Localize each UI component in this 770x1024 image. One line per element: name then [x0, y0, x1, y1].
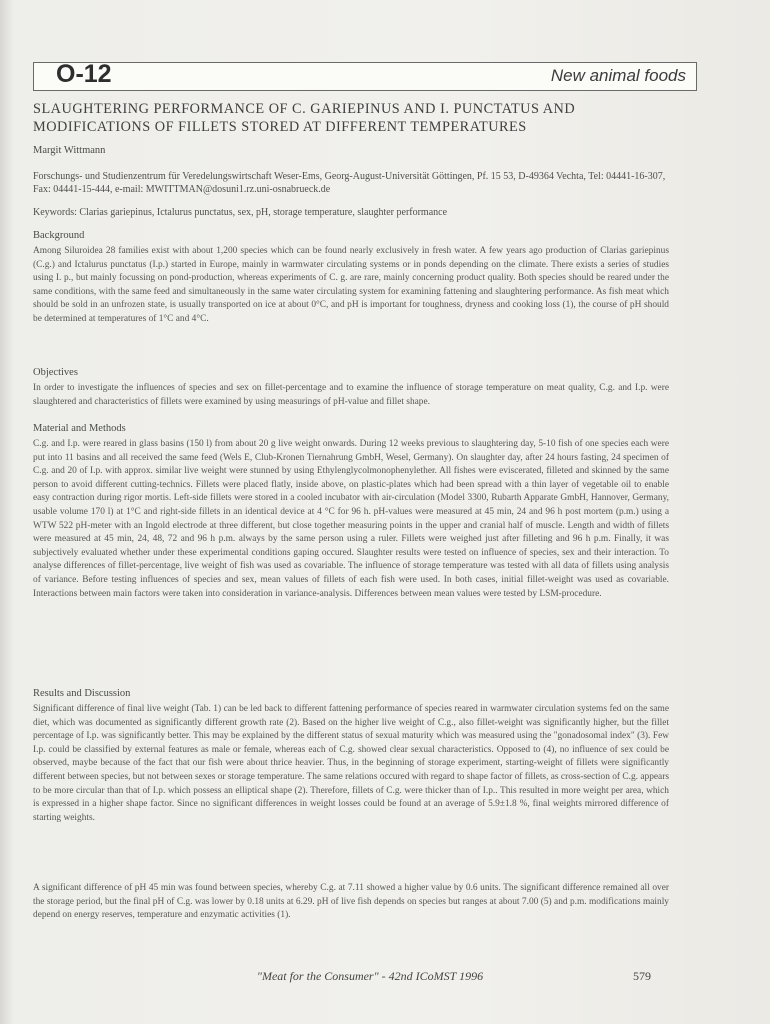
page-number: 579 — [633, 969, 651, 983]
paper-code: O-12 — [56, 60, 112, 88]
paragraph-results-2: A significant difference of pH 45 min was found between species, whereby C.g. at 7.11 showed a higher value by 0.6 units. The significant difference remained all over the storage period, but the final pH of C.g. was lower by 0.18 units at 6.29. pH of live fish depends on species but ranges at about 7.00 (5) and p.m. modifications mainly depend on energy reserves, temperature and enzymatic activities (1). — [33, 883, 669, 921]
keywords: Keywords: Clarias gariepinus, Ictalurus punctatus, sex, pH, storage temperature, slaughter performance — [33, 207, 448, 218]
paper-title: SLAUGHTERING PERFORMANCE OF C. GARIEPINUS AND I. PUNCTATUS AND MODIFICATIONS OF FILLETS STORED AT DIFFERENT TEMPERATURES — [33, 101, 576, 135]
section-label: New animal foods — [550, 66, 686, 85]
author: Margit Wittmann — [33, 145, 106, 156]
heading-background: Background — [33, 230, 85, 241]
affiliation: Forschungs- und Studienzentrum für Veredelungswirtschaft Weser-Ems, Georg-August-Universität Göttingen, Pf. 15 53, D-49364 Vechta, Tel: 04441-16-307, Fax: 04441-15-444, e-mail: MWITTMAN@dosuni1.rz.uni-osnabrueck.de — [33, 171, 666, 195]
paragraph-objectives: In order to investigate the influences of species and sex on fillet-percentage and to examine the influence of storage temperature on meat quality, C.g. and I.p. were slaughtered and characteristics of fillets were examined by using measurings of pH-value and fillet shape. — [33, 383, 669, 407]
heading-objectives: Objectives — [33, 367, 78, 378]
heading-methods: Material and Methods — [33, 423, 126, 434]
paragraph-methods: C.g. and I.p. were reared in glass basins (150 l) from about 20 g live weight onwards. During 12 weeks previous to slaughtering day, 5-10 fish of one species each were put into 11 basins and all received the same feed (Wels E, Club-Kronen Tiernahrung GmbH, Wesel, Germany). On slaughter day, after 24 hours fasting, 24 specimen of C.g. and 20 of I.p. with approx. similar live weight were stunned by using Ethylenglycolmonophenylether. All fishes were eviscerated, filleted and skinned by the same person to avoid different cutting-technics. Fillets were placed flatly, inside above, on plastic-plates which had been spread with a thin layer of vegetable oil to enable easy contraction during rigor mortis. Left-side fillets were stored in a cooled incubator with air-circulation (Model 3300, Rubarth Apparate GmbH, Hannover, Germany, usable volume 170 l) at 1°C and right-side fillets in an identical device at 4 °C for 96 h. pH-values were measured at 45 min, 24 and 96 h post mortem (p.m.) using a WTW 522 pH-meter with an Ingold electrode at three different, but close together measuring points in the upper and cranial half of muscle. Length and width of fillets were measured at 45 min, 24, 48, 72 and 96 h p.m. always by the same person using a ruler. Fillets were weighed just after filleting and 96 h p.m. Finally, it was subjectively evaluated whether under these experimental conditions gaping occured. Slaughter results were tested on influence of species, sex and their interaction. To analyse differences of fillet-percentage, live weight of fish was used as covariable. The influence of storage temperature was tested with all data of fillets using analysis of variance. Before testing influences of species and sex, mean values of fillets of each fish were used. In both cases, initial fillet-weight was used as covariable. Interactions between main factors were taken into consideration in variance-analysis. Differences between mean values were tested by LSM-procedure. — [33, 439, 669, 599]
paragraph-background: Among Siluroidea 28 families exist with about 1,200 species which can be found nearly exclusively in fresh water. A few years ago production of Clarias gariepinus (C.g.) and Ictalurus punctatus (I.p.) started in Europe, mainly in warmwater circulating systems or in ponds depending on the climate. There exists a series of studies using I. p., but mainly focussing on pond-production, whereas experiments of C. g. are rare, mainly concerning product quality. Both species should be reared under the same conditions, with the same feed and simultaneously in the same water circulating system for examining fattening and slaughtering performance. As fish meat which should be sold in an unfrozen state, is usually transported on ice at about 0°C, and pH is important for toughness, dryness and cooking loss (1), the course of pH should be determined at temperatures of 1°C and 4°C. — [33, 246, 669, 324]
footer-text: "Meat for the Consumer" - 42nd ICoMST 1996 — [256, 969, 484, 983]
paper-header — [33, 62, 697, 91]
heading-results: Results and Discussion — [33, 688, 131, 699]
paragraph-results-1: Significant difference of final live weight (Tab. 1) can be led back to different fattening performance of species reared in warmwater circulation systems fed on the same diet, which was documented as significantly different growth rate (2). Based on the higher live weight of C.g., also fillet-weight was significantly higher, but the fillet percentage of I.p. was significantly better. This may be explained by the different status of sexual maturity which was measured using the "gonadosomal index" (3). Few I.p. could be classified by external features as male or female, whereas each of C.g. showed clear sexual characteristics. Opposed to (4), no influence of sex could be observed, maybe because of the fact that our fish were about thrice heavier. Thus, in the beginning of storage experiment, starting-weight of fillets were significantly different between species, but not between sexes or storage temperature. The same relations occured with regard to shape factor of fillets, as cross-section of C.g. appears to be more circular than that of I.p. which possess an elliptical shape (2). Therefore, fillets of C.g. were thicker than of I.p.. This resulted in more weight per area, which is expressed in a higher shape factor. Since no significant differences in weight losses could be found at an average of 5.9±1.8 %, final weights mirrored difference of starting weights. — [33, 704, 669, 823]
